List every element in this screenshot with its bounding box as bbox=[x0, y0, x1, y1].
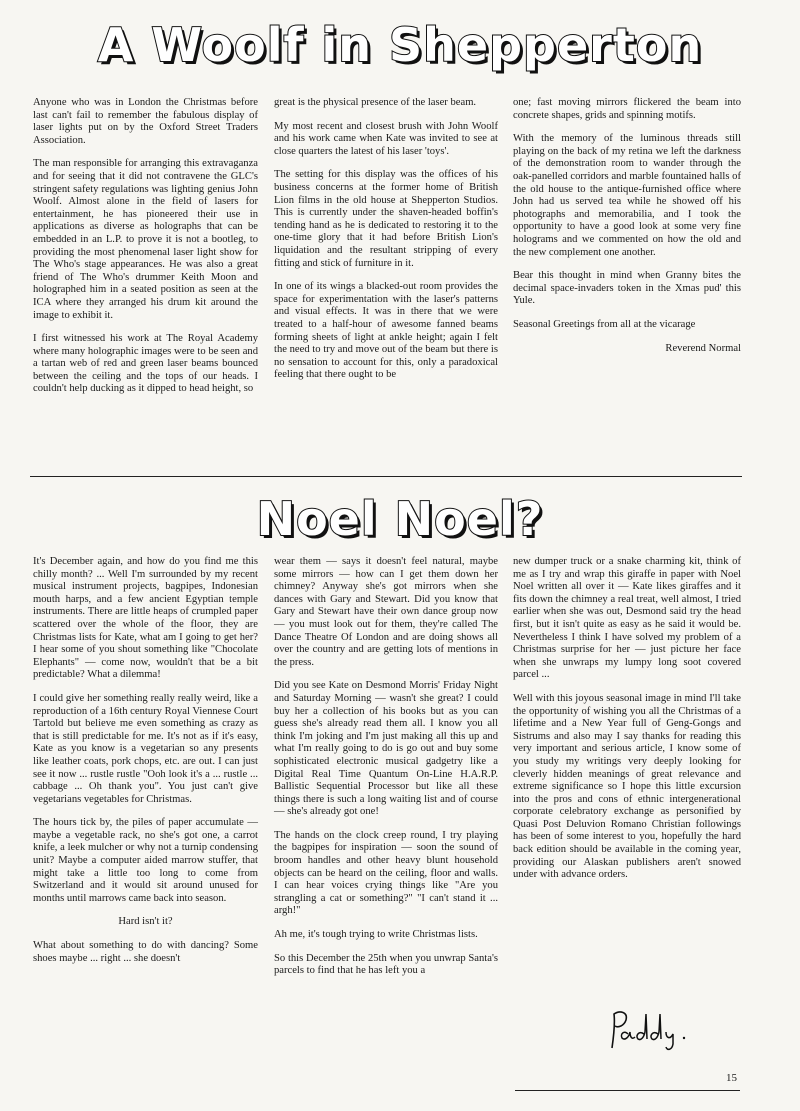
paragraph: Well with this joyous seasonal image in mind I'll take the opportunity of wishing you all the Christmas of a lifetime and a New Year full of Geng-Gongs and Sistrums and also may I say thanks for reading this very important and serious article, I know some of you study my writings very deeply looking for cleverly hidden meanings of great relevance and extreme significance so I hope this little excursion into the pros and cons of ethnic intergenerational corporate celebratory exchange as personified by Quasi Post Deluvion Romano Christian followings has been of some interest to you, hopefully the hard back edition should be available in the coming year, providing our Alaskan publishers aren't snowed under with advance orders. bbox=[513, 692, 741, 881]
paragraph: Anyone who was in London the Christmas before last can't fail to remember the fabulous display of laser lights put on by the Oxford Street Traders Association. bbox=[33, 97, 258, 146]
paragraph: I first witnessed his work at The Royal Academy where many holographic images were to be seen and a tartan web of red and green laser beams bounced between the ceiling and the tops of our heads. I couldn't help ducking as it dipped to head height, so bbox=[33, 333, 258, 395]
paragraph: Seasonal Greetings from all at the vicarage bbox=[513, 318, 696, 330]
paragraph: Ah me, it's tough trying to write Christmas lists. bbox=[274, 929, 478, 941]
section-divider bbox=[30, 476, 742, 477]
paragraph: Hard isn't it? bbox=[118, 916, 173, 928]
paragraph: My most recent and closest brush with John Woolf and his work came when Kate was invited to see at close quarters the latest of his laser 'toys'. bbox=[274, 120, 498, 157]
paragraph: new dumper truck or a snake charming kit, think of me as I try and wrap this giraffe in paper with Noel Noel written all over it — Kate likes giraffes and it fits down the chimney a real treat, well almost, I tried earlier when she was out, Desmond said try the head first, but it isn't quite as easy as he said it would be. Nevertheless I think I have solved my problem of a Christmas surprise for her — just picture her face when she unwraps my lumpy long soot covered parcel ... bbox=[513, 556, 741, 681]
article1-column-1 bbox=[33, 97, 258, 407]
page-number: 15 bbox=[726, 1072, 737, 1084]
paragraph: In one of its wings a blacked-out room provides the space for experimentation with the laser's patterns and visual effects. It was in there that we were treated to a half-hour of awesome fanned beams forming sheets of light at ankle height; again I felt the need to try and move out of the beam but there is no sensation to account for this, only a paradoxical feeling that there ought to be bbox=[274, 281, 498, 381]
paragraph: What about something to do with dancing? Some shoes maybe ... right ... she doesn't bbox=[33, 940, 258, 964]
article2-column-2 bbox=[274, 556, 498, 989]
paragraph: So this December the 25th when you unwrap Santa's parcels to find that he has left you a bbox=[274, 952, 498, 977]
handwritten-signature bbox=[606, 1004, 696, 1054]
paragraph: Did you see Kate on Desmond Morris' Friday Night and Saturday Morning — wasn't she great? I could buy her a collection of his books but as you can guess she's already read them all. I know you all think I'm joking and I'm just making all this up and what I'm really going to do is go out and buy some sophisticated electronic musical gadgetry like a Digital Real Time Quantum On-Line H.A.R.P. Ballistic Sequential Processor but like all these things there is such a long waiting list and of course — she's already got one! bbox=[274, 680, 498, 818]
article2-column-1 bbox=[33, 556, 258, 976]
paragraph: The man responsible for arranging this extravaganza and for seeing that it did not contravene the GLC's stringent safety regulations was lighting genius John Woolf. Almost alone in the field of lasers for entertainment, he has pioneered their use in applications as diverse as holographs that can be embedded in an L.P. to prove it is not a bootleg, to providing the most phenomenal laser light show for The Who's stage appearances. He was also a great friend of The Who's drummer Keith Moon and holographed him in a seated position as seen at the ICA where they arranged his drum kit around the image to exhibit it. bbox=[33, 158, 258, 321]
article-title-noel: Noel Noel? bbox=[256, 492, 544, 546]
paragraph: I could give her something really really weird, like a reproduction of a 16th century Royal Viennese Court Tartold but believe me even something as crazy as that is still predictable for me. It's not as if it's easy, Kate as you know is a vegetarian so any presents like leather coats, pork chops, etc. are out. I can just see it now ... rustle rustle "Ooh look it's a ... rustle ... cabbage ... Oh thank you". You just can't give vegetarians vegetables for Christmas. bbox=[33, 692, 258, 805]
paragraph: Bear this thought in mind when Granny bites the decimal space-invaders token in the Xmas pud' this Yule. bbox=[513, 270, 741, 307]
paragraph: The setting for this display was the offices of his business concerns at the former home of British Lion films in the old house at Shepperton Studios. This is currently under the shaven-headed boffin's tending hand as he is dedicated to restoring it to the one-time glory that it had before British Lion's liquidation and the resultant stripping of every fitting and stick of furniture in it. bbox=[274, 169, 498, 269]
paragraph: The hands on the clock creep round, I try playing the bagpipes for inspiration — soon the sound of broom handles and other heavy blunt household objects can be heard on the ceiling, floor and walls. I can hear voices crying things like "Are you strangling a cat or something?" "I can't stand it ... argh!" bbox=[274, 829, 498, 917]
paragraph: With the memory of the luminous threads still playing on the back of my retina we left the darkness of the demonstration room to wander through the oak-panelled corridors and marble fountained halls of the old house to the antique-furnished office where John had us served tea while he showed off his photographs and memorabilia, and I took the opportunity to have a good look at some very fine holograms and we commented on how the old and the new complement one another. bbox=[513, 133, 741, 258]
paragraph: wear them — says it doesn't feel natural, maybe some mirrors — how can I get them down her chimney? Anyway she's got mirrors when she dances with Gary and Stewart. Did you know that Gary and Stewart have their own dance group now — you must look out for them, they're called The Dance Theatre Of London and are doing shows all over the country and are getting lots of mentions in the press. bbox=[274, 556, 498, 668]
author-signoff: Reverend Normal bbox=[665, 342, 741, 354]
paragraph: great is the physical presence of the laser beam. bbox=[274, 97, 477, 108]
article2-column-3 bbox=[513, 556, 741, 893]
paragraph: The hours tick by, the piles of paper accumulate — maybe a vegetable rack, no she's got one, a carrot knife, a leek mulcher or why not a turnip condensing unit? Maybe a computer aided marrow stuffer, that might take a little too long to come from Switzerland and it would sit around unused for months until marrows came back into season. bbox=[33, 817, 258, 904]
article1-column-2 bbox=[274, 97, 498, 393]
article-title-woolf: A Woolf in Shepperton bbox=[97, 18, 703, 72]
paragraph: It's December again, and how do you find me this chilly month? ... Well I'm surrounded by my recent musical instrument projects, bagpipes, Indonesian mouth harps, and a few ancient Egyptian temple instruments. There are little heaps of crumpled paper scattered over the whole of the floor, they are Christmas lists for Kate, what am I going to get her? I hear some of you shout something like "Chocolate Elephants" — come now, wouldn't that be a bit predictable? What a dilemma! bbox=[33, 556, 258, 681]
footer-rule bbox=[515, 1090, 740, 1091]
paragraph: one; fast moving mirrors flickered the beam into concrete shapes, grids and spinning motifs. bbox=[513, 97, 741, 121]
article1-column-3 bbox=[513, 97, 741, 366]
